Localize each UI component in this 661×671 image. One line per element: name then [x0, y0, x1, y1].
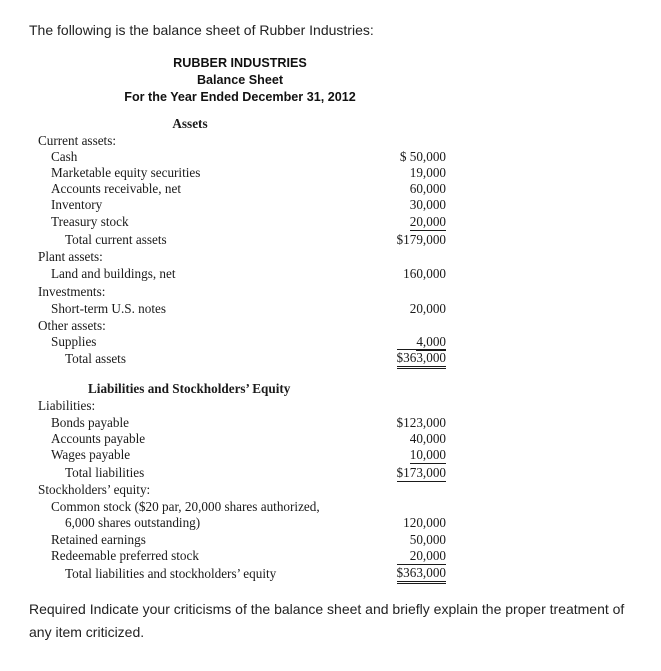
cash-value: $ 50,000: [399, 149, 446, 164]
accounts-receivable-label: Accounts receivable, net: [51, 181, 181, 196]
equity-label: Stockholders’ equity:: [38, 482, 151, 497]
bonds-payable-label: Bonds payable: [51, 415, 130, 430]
other-assets-label: Other assets:: [38, 318, 106, 333]
retained-earnings-value: 50,000: [409, 532, 446, 547]
total-current-assets-label: Total current assets: [65, 232, 167, 247]
accounts-payable-label: Accounts payable: [51, 431, 146, 446]
short-term-notes-value: 20,000: [409, 301, 446, 316]
common-stock-value: 120,000: [403, 515, 446, 530]
treasury-stock-label: Treasury stock: [51, 214, 129, 229]
supplies-label: Supplies: [51, 334, 97, 349]
short-term-notes-label: Short-term U.S. notes: [51, 301, 167, 316]
wages-payable-label: Wages payable: [51, 447, 131, 462]
marketable-securities-label: Marketable equity securities: [51, 165, 201, 180]
cash-label: Cash: [51, 149, 78, 164]
assets-heading: Assets: [172, 116, 208, 131]
total-liabilities-label: Total liabilities: [65, 465, 145, 480]
total-liabilities-equity-label: Total liabilities and stockholders’ equity: [65, 566, 277, 581]
land-buildings-value: 160,000: [403, 266, 446, 281]
total-liabilities-value: $173,000: [396, 465, 446, 480]
total-assets-label: Total assets: [65, 351, 126, 366]
marketable-securities-value: 19,000: [409, 165, 446, 180]
statement-period: For the Year Ended December 31, 2012: [124, 90, 356, 104]
retained-earnings-label: Retained earnings: [51, 532, 146, 547]
liabilities-label: Liabilities:: [38, 398, 96, 413]
statement-title: Balance Sheet: [196, 73, 284, 87]
investments-label: Investments:: [38, 284, 106, 299]
supplies-value: 4,000: [416, 334, 446, 349]
plant-assets-label: Plant assets:: [38, 249, 103, 264]
accounts-payable-value: 40,000: [409, 431, 446, 446]
inventory-value: 30,000: [409, 197, 446, 212]
preferred-stock-label: Redeemable preferred stock: [51, 548, 199, 563]
accounts-receivable-value: 60,000: [409, 181, 446, 196]
wages-payable-value: 10,000: [409, 447, 446, 462]
total-assets-value: $363,000: [397, 349, 446, 369]
inventory-label: Inventory: [51, 197, 103, 212]
company-name: RUBBER INDUSTRIES: [173, 56, 307, 70]
total-liabilities-equity-value: $363,000: [397, 564, 446, 584]
liabilities-heading: Liabilities and Stockholders’ Equity: [88, 381, 291, 396]
required-text: Required Indicate your criticisms of the balance sheet and briefly explain the proper treatment of any item criticized.: [29, 601, 625, 640]
common-stock-label-line1: Common stock ($20 par, 20,000 shares authorized,: [51, 499, 320, 514]
preferred-stock-value: 20,000: [409, 548, 446, 563]
current-assets-label: Current assets:: [38, 133, 117, 148]
common-stock-label-line2: 6,000 shares outstanding): [65, 515, 201, 530]
total-current-assets-value: $179,000: [396, 232, 446, 247]
bonds-payable-value: $123,000: [396, 415, 446, 430]
land-buildings-label: Land and buildings, net: [51, 266, 176, 281]
treasury-stock-value: 20,000: [409, 214, 446, 229]
intro-text: The following is the balance sheet of Rubber Industries:: [29, 22, 374, 38]
